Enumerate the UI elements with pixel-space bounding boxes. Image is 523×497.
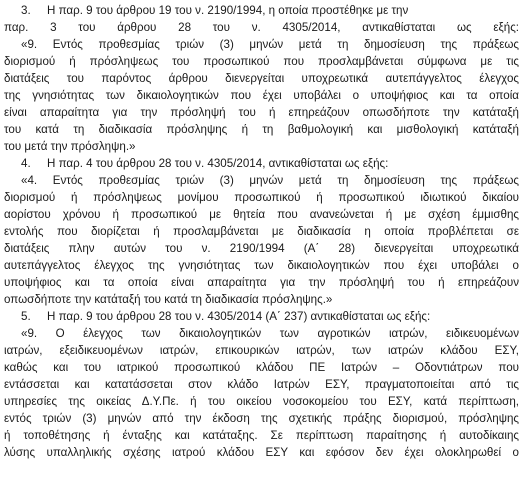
section-heading: [4, 2, 519, 19]
text-line: αυτεπάγγελτος έλεγχος της γνησιότητας των δικαιολογητικών που έχει υποβάλει ο: [4, 259, 519, 272]
section-5: [4, 308, 519, 461]
document-page: [4, 2, 519, 461]
text-line: υπηρεσίες της οικείας Δ.Υ.Πε. ή του οικείου νοσοκομείου του ΕΣΥ, κατά περίπτωση,: [4, 395, 519, 408]
text-line: διατάξεις πλην αυτών του ν. 2190/1994 (Α΄ 28) διενεργείται υποχρεωτικά: [4, 242, 519, 255]
text-line: διορισμού ή πρόσληψεως του προσωπικού που προσλαμβάνεται σύμφωνα με τις: [4, 55, 519, 68]
section-heading-text: Η παρ. 9 του άρθρου 19 του ν. 2190/1994, η οποία προστέθηκε με την: [47, 4, 409, 17]
text-line: «9. Εντός προθεσμίας τριών (3) μηνών μετά τη δημοσίευση της πράξεως: [21, 38, 519, 51]
text-line: εντός τριών (3) μηνών από την έκδοση της σχετικής πράξης διορισμού, πρόσληψης: [4, 412, 519, 425]
text-line: καθώς και του ιατρικού προσωπικού κλάδου ΠΕ Ιατρών – Οδοντιάτρων που: [4, 361, 519, 374]
section-4: [4, 155, 519, 308]
text-line: ιατρών, εξειδικευομένων ιατρών, επικουρικών ιατρών, των ιατρών κλάδου ΕΣΥ,: [4, 344, 519, 357]
section-heading: [4, 155, 519, 172]
text-line: διατάξεις του παρόντος άρθρου διενεργείται υποχρεωτικά αυτεπάγγελτος έλεγχος: [4, 72, 519, 85]
text-line: «9. Ο έλεγχος των δικαιολογητικών των αγροτικών ιατρών, ειδικευομένων: [21, 327, 519, 340]
text-line: του κατά τη διαδικασία πρόσληψης ή τη βαθμολογική και μισθολογική κατάταξή: [4, 123, 519, 136]
text-line: της γνησιότητας των δικαιολογητικών που έχει υποβάλει ο υποψήφιος και τα οποία: [4, 89, 519, 102]
text-line: αορίστου χρόνου ή προσωπικού με θητεία που ανανεώνεται ή με σχέση έμμισθης: [4, 208, 519, 221]
text-line: ή τοποθέτησης ή ένταξης και κατάταξης. Σε περίπτωση παραίτησης ή αυτοδίκαιης: [4, 429, 519, 442]
section-heading-text: Η παρ. 4 του άρθρου 28 του ν. 4305/2014, αντικαθίσταται ως εξής:: [47, 157, 389, 170]
section-number: 3.: [21, 4, 31, 17]
text-line: εντολής που διορίζεται ή προσλαμβάνεται με διαδικασία η οποία προβλέπεται σε: [4, 225, 519, 238]
section-heading: [4, 308, 519, 325]
text-line: είναι απαραίτητα για την πρόσληψή του ή επηρεάζουν οπωσδήποτε την κατάταξή: [4, 106, 519, 119]
text-line: του μετά την πρόσληψη.»: [4, 140, 136, 153]
text-line: διορισμού ή πρόσληψεως μονίμου προσωπικού ή προσωπικού ιδιωτικού δικαίου: [4, 191, 519, 204]
text-line: υποψήφιος και τα οποία είναι απαραίτητα για την πρόσληψή του ή επηρεάζουν: [4, 276, 519, 289]
text-line: λύσης υπαλληλικής σχέσης ιατρού κλάδου ΕΣΥ και εφόσον δεν έχει ολοκληρωθεί ο: [4, 446, 519, 459]
text-line: εντάσσεται και κατατάσσεται στον κλάδο Ιατρών ΕΣΥ, πραγματοποιείται από τις: [4, 378, 519, 391]
text-line: «4. Εντός προθεσμίας τριών (3) μηνών μετά τη δημοσίευση της πράξεως: [21, 174, 519, 187]
section-number: 5.: [21, 310, 31, 323]
section-3: [4, 2, 519, 155]
section-number: 4.: [21, 157, 31, 170]
text-line: οπωσδήποτε την κατάταξή του κατά τη διαδικασία πρόσληψης.»: [4, 293, 333, 306]
section-heading-text: Η παρ. 9 του άρθρου 28 του ν. 4305/2014 (Α΄ 237) αντικαθίσταται ως εξής:: [47, 310, 431, 323]
text-line: παρ. 3 του άρθρου 28 του ν. 4305/2014, αντικαθίσταται ως εξής:: [4, 21, 519, 34]
